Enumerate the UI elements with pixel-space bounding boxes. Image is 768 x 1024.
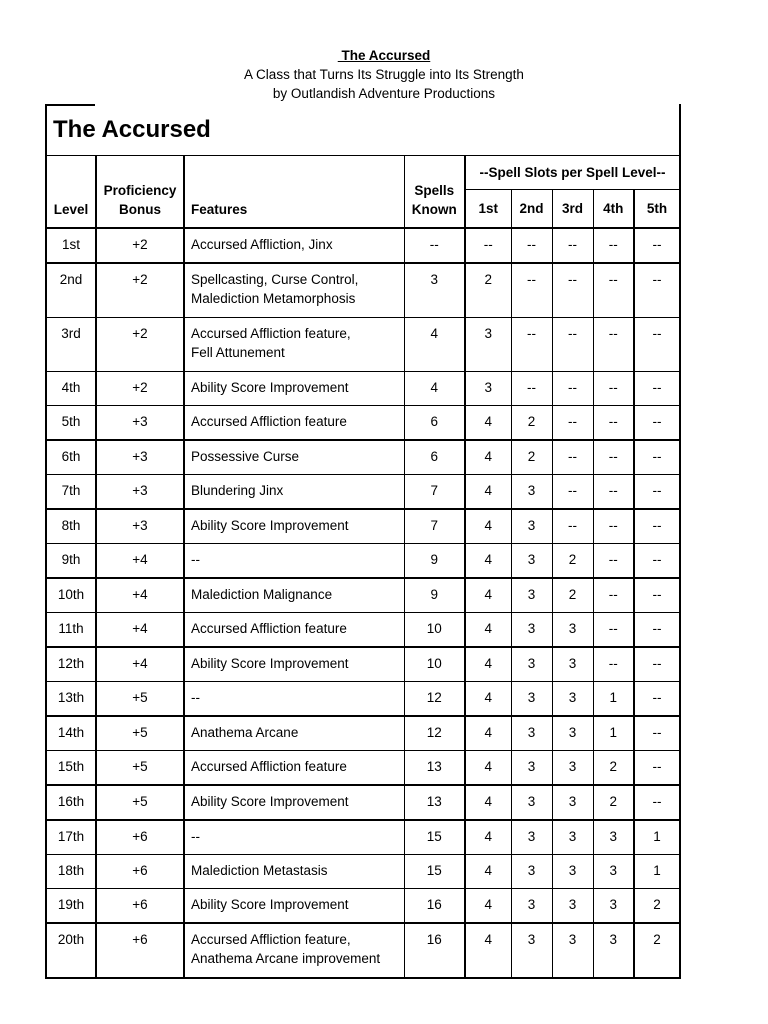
cell-slot-3rd: --	[552, 228, 593, 263]
table-row	[46, 613, 680, 648]
table-title: The Accursed	[46, 104, 680, 156]
cell-slot-3rd: --	[552, 263, 593, 318]
cell-slot-4th: 1	[593, 682, 634, 717]
cell-slot-1st: 4	[465, 475, 511, 510]
table-row	[46, 372, 680, 406]
cell-features: Ability Score Improvement	[184, 647, 404, 682]
cell-slot-3rd: 3	[552, 820, 593, 855]
cell-slot-2nd: 3	[511, 509, 552, 544]
cell-spells-known: 6	[404, 440, 465, 475]
cell-slot-3rd: --	[552, 440, 593, 475]
table-title-row	[46, 104, 680, 156]
cell-spells-known: 12	[404, 716, 465, 751]
cell-spells-known: 4	[404, 318, 465, 372]
cell-proficiency: +3	[96, 475, 184, 510]
cell-features: Accursed Affliction feature	[184, 613, 404, 648]
cell-spells-known: 3	[404, 263, 465, 318]
cell-slot-5th: --	[634, 682, 680, 717]
cell-spells-known: 4	[404, 372, 465, 406]
cell-level: 17th	[46, 820, 96, 855]
column-header-slot-5th: 5th	[634, 190, 680, 229]
cell-slot-1st: 3	[465, 372, 511, 406]
cell-proficiency: +3	[96, 406, 184, 441]
cell-slot-1st: 4	[465, 613, 511, 648]
cell-features: --	[184, 544, 404, 579]
cell-slot-5th: --	[634, 509, 680, 544]
column-header-slot-1st: 1st	[465, 190, 511, 229]
title-accent-bar	[45, 104, 95, 106]
table-row	[46, 647, 680, 682]
cell-spells-known: 10	[404, 613, 465, 648]
cell-features: Malediction Malignance	[184, 578, 404, 613]
table-row	[46, 440, 680, 475]
cell-spells-known: 16	[404, 889, 465, 924]
cell-slot-2nd: 3	[511, 716, 552, 751]
cell-slot-3rd: 3	[552, 785, 593, 820]
cell-level: 5th	[46, 406, 96, 441]
cell-spells-known: 6	[404, 406, 465, 441]
cell-slot-4th: --	[593, 228, 634, 263]
cell-slot-4th: 3	[593, 923, 634, 978]
cell-slot-1st: 4	[465, 682, 511, 717]
cell-slot-3rd: --	[552, 475, 593, 510]
cell-slot-2nd: 3	[511, 578, 552, 613]
cell-slot-1st: 4	[465, 509, 511, 544]
cell-slot-5th: 2	[634, 889, 680, 924]
cell-slot-1st: 3	[465, 318, 511, 372]
cell-slot-4th: 2	[593, 785, 634, 820]
cell-features: Ability Score Improvement	[184, 372, 404, 406]
cell-level: 18th	[46, 855, 96, 889]
cell-slot-4th: --	[593, 372, 634, 406]
cell-proficiency: +5	[96, 751, 184, 786]
cell-slot-5th: --	[634, 751, 680, 786]
document-header	[0, 46, 768, 103]
cell-features: Possessive Curse	[184, 440, 404, 475]
column-header-proficiency	[96, 156, 184, 229]
cell-level: 9th	[46, 544, 96, 579]
class-progression-table	[45, 104, 681, 979]
table-row	[46, 406, 680, 441]
column-header-features: Features	[184, 156, 404, 229]
cell-proficiency: +4	[96, 544, 184, 579]
cell-slot-2nd: 2	[511, 440, 552, 475]
cell-proficiency: +3	[96, 509, 184, 544]
cell-level: 11th	[46, 613, 96, 648]
cell-slot-5th: 2	[634, 923, 680, 978]
cell-slot-1st: 4	[465, 716, 511, 751]
cell-slot-4th: --	[593, 578, 634, 613]
cell-spells-known: 10	[404, 647, 465, 682]
table-row	[46, 318, 680, 372]
cell-slot-3rd: 3	[552, 647, 593, 682]
cell-proficiency: +4	[96, 647, 184, 682]
cell-level: 3rd	[46, 318, 96, 372]
cell-slot-5th: 1	[634, 820, 680, 855]
cell-proficiency: +6	[96, 855, 184, 889]
cell-proficiency: +2	[96, 318, 184, 372]
cell-slot-2nd: 3	[511, 544, 552, 579]
cell-features: Accursed Affliction feature, Fell Attunement	[184, 318, 404, 372]
cell-slot-2nd: 2	[511, 406, 552, 441]
cell-slot-4th: --	[593, 475, 634, 510]
cell-level: 13th	[46, 682, 96, 717]
cell-slot-3rd: --	[552, 406, 593, 441]
table-row	[46, 544, 680, 579]
cell-slot-3rd: 3	[552, 716, 593, 751]
cell-proficiency: +2	[96, 372, 184, 406]
cell-slot-2nd: 3	[511, 923, 552, 978]
cell-level: 12th	[46, 647, 96, 682]
cell-spells-known: 15	[404, 820, 465, 855]
cell-features: Ability Score Improvement	[184, 509, 404, 544]
column-header-slot-3rd: 3rd	[552, 190, 593, 229]
cell-features: Accursed Affliction feature, Anathema Arcane improvement	[184, 923, 404, 978]
cell-proficiency: +4	[96, 613, 184, 648]
cell-slot-2nd: 3	[511, 785, 552, 820]
cell-level: 1st	[46, 228, 96, 263]
cell-level: 4th	[46, 372, 96, 406]
table-row	[46, 716, 680, 751]
cell-slot-3rd: 3	[552, 889, 593, 924]
cell-proficiency: +5	[96, 785, 184, 820]
cell-level: 19th	[46, 889, 96, 924]
cell-slot-1st: 4	[465, 785, 511, 820]
cell-slot-1st: --	[465, 228, 511, 263]
cell-features: --	[184, 820, 404, 855]
cell-slot-3rd: 2	[552, 578, 593, 613]
document-title: The Accursed	[337, 48, 431, 63]
table-row	[46, 820, 680, 855]
cell-slot-5th: --	[634, 440, 680, 475]
column-header-spells-known-label: Spells Known	[411, 183, 457, 217]
table-row	[46, 751, 680, 786]
cell-slot-2nd: --	[511, 263, 552, 318]
cell-slot-3rd: --	[552, 318, 593, 372]
cell-level: 15th	[46, 751, 96, 786]
cell-slot-5th: 1	[634, 855, 680, 889]
cell-slot-1st: 4	[465, 855, 511, 889]
cell-slot-3rd: 2	[552, 544, 593, 579]
cell-features: Accursed Affliction feature	[184, 751, 404, 786]
class-table-sheet	[45, 104, 681, 979]
cell-slot-4th: --	[593, 647, 634, 682]
cell-slot-1st: 4	[465, 578, 511, 613]
cell-slot-1st: 4	[465, 440, 511, 475]
cell-slot-4th: --	[593, 509, 634, 544]
cell-spells-known: 7	[404, 509, 465, 544]
cell-features: Ability Score Improvement	[184, 889, 404, 924]
cell-features: Blundering Jinx	[184, 475, 404, 510]
cell-features: Malediction Metastasis	[184, 855, 404, 889]
cell-features: Spellcasting, Curse Control, Malediction Metamorphosis	[184, 263, 404, 318]
table-row	[46, 889, 680, 924]
cell-slot-4th: --	[593, 406, 634, 441]
cell-slot-5th: --	[634, 318, 680, 372]
table-row	[46, 682, 680, 717]
cell-slot-1st: 4	[465, 647, 511, 682]
cell-slot-2nd: 3	[511, 889, 552, 924]
table-row	[46, 855, 680, 889]
table-row	[46, 578, 680, 613]
cell-slot-4th: 3	[593, 820, 634, 855]
cell-slot-2nd: --	[511, 318, 552, 372]
column-header-slot-4th: 4th	[593, 190, 634, 229]
cell-level: 14th	[46, 716, 96, 751]
cell-slot-5th: --	[634, 475, 680, 510]
cell-slot-5th: --	[634, 228, 680, 263]
table-row	[46, 263, 680, 318]
cell-slot-5th: --	[634, 263, 680, 318]
table-row	[46, 923, 680, 978]
cell-slot-2nd: 3	[511, 751, 552, 786]
cell-slot-5th: --	[634, 372, 680, 406]
cell-slot-3rd: 3	[552, 855, 593, 889]
cell-proficiency: +4	[96, 578, 184, 613]
cell-slot-3rd: 3	[552, 613, 593, 648]
cell-slot-2nd: 3	[511, 682, 552, 717]
cell-level: 6th	[46, 440, 96, 475]
cell-spells-known: --	[404, 228, 465, 263]
document-byline: by Outlandish Adventure Productions	[272, 86, 496, 101]
cell-slot-2nd: --	[511, 372, 552, 406]
cell-slot-1st: 4	[465, 406, 511, 441]
column-header-spell-slots-group: --Spell Slots per Spell Level--	[465, 156, 680, 190]
cell-proficiency: +2	[96, 228, 184, 263]
cell-proficiency: +3	[96, 440, 184, 475]
cell-spells-known: 9	[404, 578, 465, 613]
cell-features: Accursed Affliction feature	[184, 406, 404, 441]
cell-level: 8th	[46, 509, 96, 544]
cell-slot-5th: --	[634, 613, 680, 648]
cell-proficiency: +2	[96, 263, 184, 318]
cell-slot-3rd: --	[552, 509, 593, 544]
cell-spells-known: 15	[404, 855, 465, 889]
cell-level: 20th	[46, 923, 96, 978]
column-header-proficiency-label: Proficiency Bonus	[103, 183, 177, 217]
document-subtitle: A Class that Turns Its Struggle into Its Strength	[244, 67, 524, 82]
cell-spells-known: 12	[404, 682, 465, 717]
cell-spells-known: 13	[404, 751, 465, 786]
cell-proficiency: +6	[96, 820, 184, 855]
cell-slot-2nd: 3	[511, 613, 552, 648]
cell-slot-5th: --	[634, 647, 680, 682]
column-header-level: Level	[46, 156, 96, 229]
table-row	[46, 475, 680, 510]
cell-slot-1st: 4	[465, 820, 511, 855]
cell-slot-2nd: 3	[511, 475, 552, 510]
cell-slot-5th: --	[634, 544, 680, 579]
cell-level: 2nd	[46, 263, 96, 318]
cell-slot-4th: --	[593, 440, 634, 475]
cell-spells-known: 9	[404, 544, 465, 579]
cell-proficiency: +5	[96, 716, 184, 751]
cell-slot-3rd: --	[552, 372, 593, 406]
cell-slot-1st: 4	[465, 889, 511, 924]
cell-slot-2nd: --	[511, 228, 552, 263]
cell-slot-5th: --	[634, 716, 680, 751]
column-header-slot-2nd: 2nd	[511, 190, 552, 229]
cell-slot-2nd: 3	[511, 647, 552, 682]
header-row	[46, 156, 680, 190]
table-row	[46, 509, 680, 544]
cell-slot-4th: --	[593, 263, 634, 318]
cell-slot-5th: --	[634, 785, 680, 820]
cell-level: 7th	[46, 475, 96, 510]
cell-slot-4th: --	[593, 318, 634, 372]
cell-slot-4th: 2	[593, 751, 634, 786]
cell-slot-3rd: 3	[552, 751, 593, 786]
cell-proficiency: +6	[96, 923, 184, 978]
cell-slot-1st: 2	[465, 263, 511, 318]
cell-level: 16th	[46, 785, 96, 820]
cell-slot-3rd: 3	[552, 682, 593, 717]
cell-slot-2nd: 3	[511, 820, 552, 855]
cell-slot-2nd: 3	[511, 855, 552, 889]
cell-slot-4th: 3	[593, 889, 634, 924]
cell-slot-4th: --	[593, 613, 634, 648]
cell-slot-1st: 4	[465, 923, 511, 978]
cell-features: Anathema Arcane	[184, 716, 404, 751]
cell-features: --	[184, 682, 404, 717]
cell-slot-4th: --	[593, 544, 634, 579]
cell-features: Accursed Affliction, Jinx	[184, 228, 404, 263]
column-header-spells-known	[404, 156, 465, 229]
table-row	[46, 228, 680, 263]
cell-spells-known: 13	[404, 785, 465, 820]
cell-slot-3rd: 3	[552, 923, 593, 978]
cell-proficiency: +5	[96, 682, 184, 717]
cell-slot-4th: 3	[593, 855, 634, 889]
cell-level: 10th	[46, 578, 96, 613]
cell-slot-5th: --	[634, 406, 680, 441]
cell-slot-1st: 4	[465, 544, 511, 579]
cell-spells-known: 7	[404, 475, 465, 510]
cell-slot-4th: 1	[593, 716, 634, 751]
table-row	[46, 785, 680, 820]
cell-features: Ability Score Improvement	[184, 785, 404, 820]
cell-proficiency: +6	[96, 889, 184, 924]
cell-slot-5th: --	[634, 578, 680, 613]
cell-spells-known: 16	[404, 923, 465, 978]
cell-slot-1st: 4	[465, 751, 511, 786]
